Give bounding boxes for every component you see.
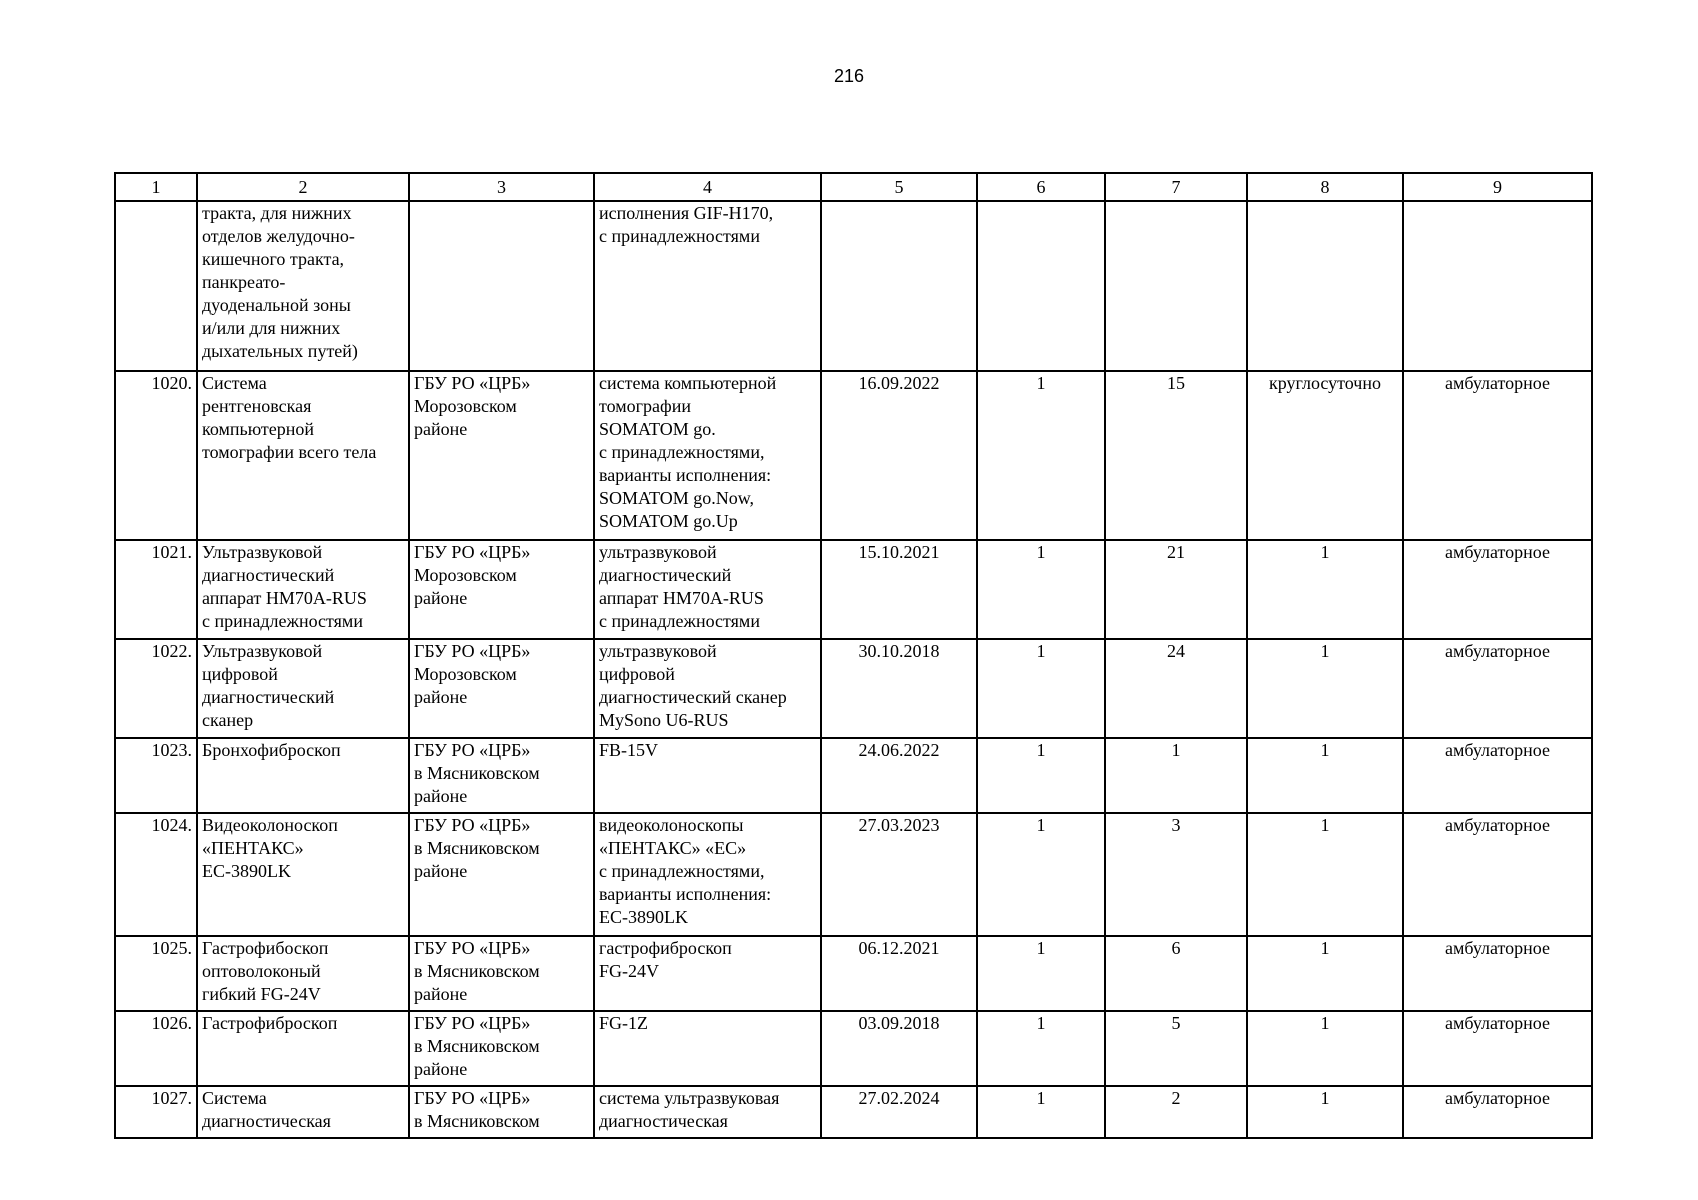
equipment-name: Бронхофиброскоп — [197, 738, 409, 813]
row-number: 1020. — [115, 371, 197, 540]
column-header: 1 — [115, 173, 197, 201]
date-cell: 27.02.2024 — [821, 1086, 977, 1138]
col6-cell: 1 — [977, 813, 1105, 936]
care-type-cell: амбулаторное — [1403, 1011, 1592, 1086]
column-header: 4 — [594, 173, 821, 201]
organization: ГБУ РО «ЦРБ» в Мясниковском районе — [409, 813, 594, 936]
model-description: ультразвуковой диагностический аппарат HM70A-RUS с принадлежностями — [594, 540, 821, 639]
column-header: 6 — [977, 173, 1105, 201]
date-cell: 30.10.2018 — [821, 639, 977, 738]
care-type-cell — [1403, 201, 1592, 371]
organization: ГБУ РО «ЦРБ» в Мясниковском районе — [409, 936, 594, 1011]
equipment-name: Система диагностическая — [197, 1086, 409, 1138]
organization: ГБУ РО «ЦРБ» Морозовском районе — [409, 371, 594, 540]
care-type-cell: амбулаторное — [1403, 1086, 1592, 1138]
col6-cell: 1 — [977, 936, 1105, 1011]
row-number: 1025. — [115, 936, 197, 1011]
table-row — [115, 540, 1592, 639]
col6-cell: 1 — [977, 1011, 1105, 1086]
col7-cell: 5 — [1105, 1011, 1247, 1086]
equipment-name: Система рентгеновская компьютерной томографии всего тела — [197, 371, 409, 540]
equipment-name: Видеоколоноскоп «ПЕНТАКС» EC-3890LK — [197, 813, 409, 936]
equipment-name: Ультразвуковой цифровой диагностический сканер — [197, 639, 409, 738]
care-type-cell: амбулаторное — [1403, 540, 1592, 639]
row-number: 1021. — [115, 540, 197, 639]
row-number: 1024. — [115, 813, 197, 936]
table-row — [115, 813, 1592, 936]
col7-cell: 15 — [1105, 371, 1247, 540]
table-row — [115, 371, 1592, 540]
col6-cell: 1 — [977, 371, 1105, 540]
header-row — [115, 173, 1592, 201]
care-type-cell: амбулаторное — [1403, 639, 1592, 738]
care-type-cell: амбулаторное — [1403, 936, 1592, 1011]
col8-cell: 1 — [1247, 1011, 1403, 1086]
column-header: 9 — [1403, 173, 1592, 201]
row-number: 1022. — [115, 639, 197, 738]
col8-cell: 1 — [1247, 540, 1403, 639]
table-row — [115, 1086, 1592, 1138]
care-type-cell: амбулаторное — [1403, 813, 1592, 936]
equipment-name: Гастрофиброскоп — [197, 1011, 409, 1086]
table-row — [115, 936, 1592, 1011]
col8-cell: 1 — [1247, 738, 1403, 813]
model-description: FB-15V — [594, 738, 821, 813]
model-description: гастрофиброскоп FG-24V — [594, 936, 821, 1011]
model-description: исполнения GIF-H170, с принадлежностями — [594, 201, 821, 371]
date-cell: 16.09.2022 — [821, 371, 977, 540]
col8-cell: круглосуточно — [1247, 371, 1403, 540]
column-header: 2 — [197, 173, 409, 201]
model-description: система компьютерной томографии SOMATOM go. с принадлежностями, варианты исполнения: SOMATOM go.Now, SOMATOM go.Up — [594, 371, 821, 540]
organization: ГБУ РО «ЦРБ» в Мясниковском — [409, 1086, 594, 1138]
care-type-cell: амбулаторное — [1403, 738, 1592, 813]
date-cell: 03.09.2018 — [821, 1011, 977, 1086]
date-cell: 24.06.2022 — [821, 738, 977, 813]
date-cell — [821, 201, 977, 371]
col7-cell: 21 — [1105, 540, 1247, 639]
table-row — [115, 201, 1592, 371]
col7-cell: 24 — [1105, 639, 1247, 738]
col7-cell: 6 — [1105, 936, 1247, 1011]
row-number: 1027. — [115, 1086, 197, 1138]
col6-cell — [977, 201, 1105, 371]
row-number — [115, 201, 197, 371]
organization: ГБУ РО «ЦРБ» в Мясниковском районе — [409, 1011, 594, 1086]
column-header: 8 — [1247, 173, 1403, 201]
model-description: видеоколоноскопы «ПЕНТАКС» «EC» с принадлежностями, варианты исполнения: EC-3890LK — [594, 813, 821, 936]
equipment-name: тракта, для нижних отделов желудочно- кишечного тракта, панкреато- дуоденальной зоны и/или для нижних дыхательных путей) — [197, 201, 409, 371]
equipment-name: Ультразвуковой диагностический аппарат HM70A-RUS с принадлежностями — [197, 540, 409, 639]
col7-cell: 2 — [1105, 1086, 1247, 1138]
column-header: 7 — [1105, 173, 1247, 201]
table-row — [115, 639, 1592, 738]
organization: ГБУ РО «ЦРБ» Морозовском районе — [409, 540, 594, 639]
table-row — [115, 738, 1592, 813]
date-cell: 15.10.2021 — [821, 540, 977, 639]
model-description: FG-1Z — [594, 1011, 821, 1086]
care-type-cell: амбулаторное — [1403, 371, 1592, 540]
col8-cell — [1247, 201, 1403, 371]
col6-cell: 1 — [977, 738, 1105, 813]
col6-cell: 1 — [977, 540, 1105, 639]
row-number: 1023. — [115, 738, 197, 813]
equipment-table — [114, 172, 1593, 1139]
date-cell: 06.12.2021 — [821, 936, 977, 1011]
col8-cell: 1 — [1247, 639, 1403, 738]
date-cell: 27.03.2023 — [821, 813, 977, 936]
organization: ГБУ РО «ЦРБ» Морозовском районе — [409, 639, 594, 738]
col7-cell — [1105, 201, 1247, 371]
column-header: 3 — [409, 173, 594, 201]
page-number: 216 — [833, 66, 865, 86]
col6-cell: 1 — [977, 1086, 1105, 1138]
col8-cell: 1 — [1247, 936, 1403, 1011]
col7-cell: 3 — [1105, 813, 1247, 936]
model-description: система ультразвуковая диагностическая — [594, 1086, 821, 1138]
table-row — [115, 1011, 1592, 1086]
row-number: 1026. — [115, 1011, 197, 1086]
organization — [409, 201, 594, 371]
column-header: 5 — [821, 173, 977, 201]
col8-cell: 1 — [1247, 813, 1403, 936]
col7-cell: 1 — [1105, 738, 1247, 813]
col6-cell: 1 — [977, 639, 1105, 738]
col8-cell: 1 — [1247, 1086, 1403, 1138]
organization: ГБУ РО «ЦРБ» в Мясниковском районе — [409, 738, 594, 813]
equipment-name: Гастрофибоскоп оптоволоконый гибкий FG-24V — [197, 936, 409, 1011]
model-description: ультразвуковой цифровой диагностический сканер MySono U6-RUS — [594, 639, 821, 738]
